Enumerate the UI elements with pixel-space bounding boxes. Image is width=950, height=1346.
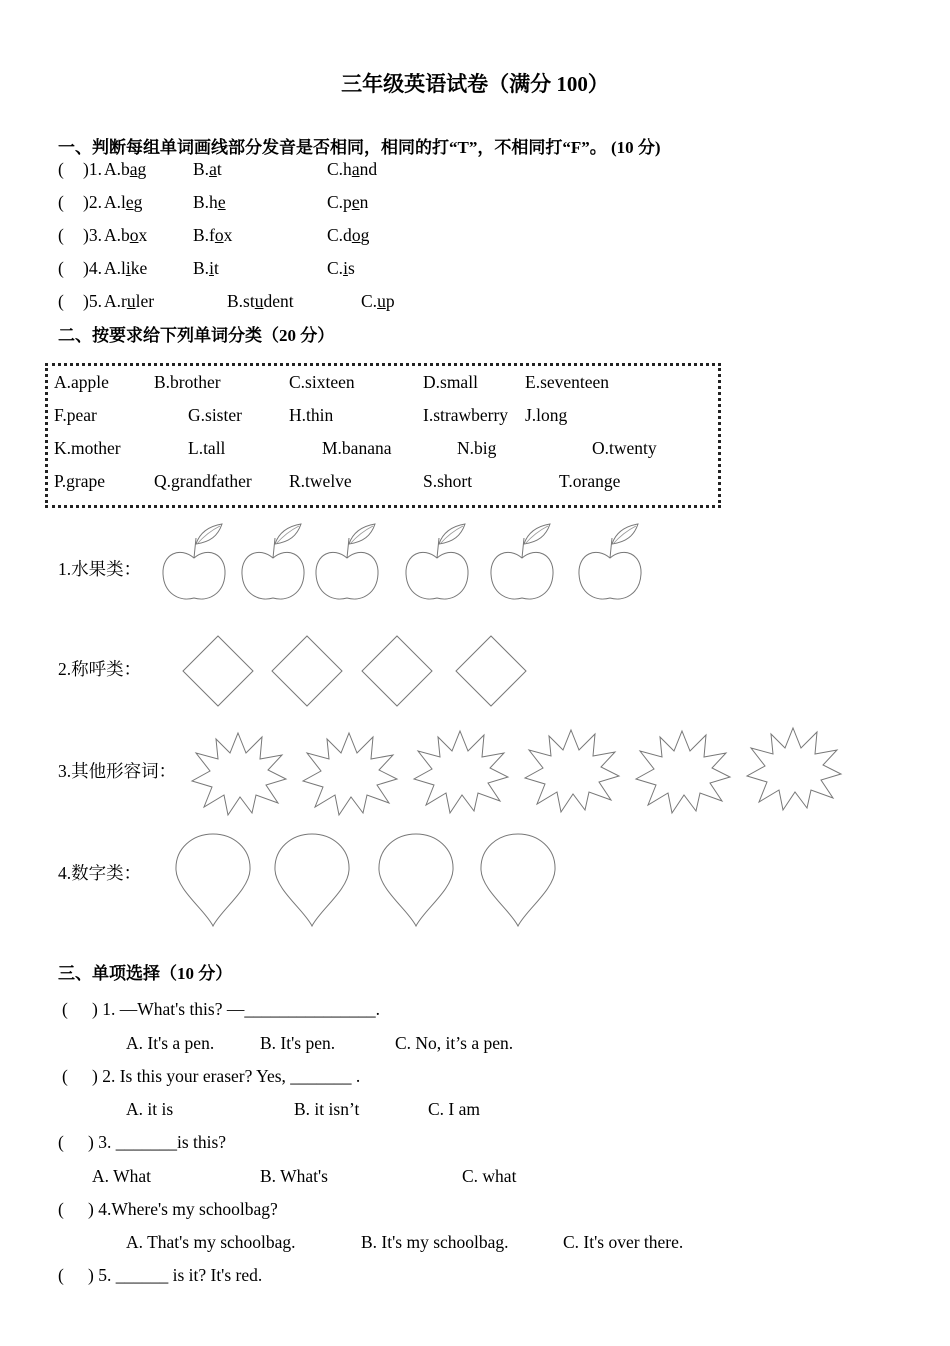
answer-paren[interactable]: ( <box>58 159 64 179</box>
word-part: A.l <box>104 192 126 212</box>
word-part: nd <box>359 159 378 179</box>
word-part: C.p <box>327 192 352 212</box>
word-part: A.l <box>104 258 126 278</box>
apple-shape <box>491 524 553 599</box>
fruit-apples <box>163 524 641 599</box>
word-part: B.st <box>227 291 255 311</box>
word-option: L.tall <box>188 438 226 458</box>
word-option: B.brother <box>154 372 221 392</box>
category-fruit-label: 1.水果类： <box>58 559 142 579</box>
q1-paren[interactable]: ( <box>62 999 68 1019</box>
q2-option-a: A. it is <box>126 1099 174 1119</box>
burst-shape <box>414 731 508 813</box>
burst-shape <box>525 730 619 812</box>
drop-shape <box>176 834 250 926</box>
word-part: C. <box>327 258 344 278</box>
word-option: I.strawberry <box>423 405 509 425</box>
q2-option-b: B. it isn’t <box>294 1099 360 1119</box>
burst-shape <box>636 731 730 813</box>
word-part: g <box>360 225 370 245</box>
underlined-letters: a <box>351 159 360 179</box>
category-family-label: 2.称呼类： <box>58 659 142 679</box>
burst-shape <box>747 728 841 810</box>
burst-shape <box>192 733 286 815</box>
word-part: C. <box>361 291 378 311</box>
underlined-letters: u <box>377 291 386 311</box>
q3-option-b: B. What's <box>260 1166 328 1186</box>
word-part: p <box>385 291 395 311</box>
drop-shape <box>481 834 555 926</box>
q4-paren[interactable]: ( <box>58 1199 64 1219</box>
underlined-letters: i <box>209 258 214 278</box>
burst-shape <box>303 733 397 815</box>
word-part: ke <box>130 258 148 278</box>
item-number: )1. <box>83 159 102 179</box>
word-option: G.sister <box>188 405 242 425</box>
q3-option-c: C. what <box>462 1166 517 1186</box>
category-adjective-label: 3.其他形容词： <box>58 761 177 781</box>
word-option: M.banana <box>322 438 392 458</box>
family-diamonds <box>183 636 526 706</box>
word-part: B.f <box>193 225 215 245</box>
item-number: )3. <box>83 225 102 245</box>
section2-heading: 二、按要求给下列单词分类（20 分） <box>58 326 335 345</box>
section1-heading: 一、判断每组单词画线部分发音是否相同，相同的打“T”，不相同打“F”。 (10 分) <box>58 138 661 157</box>
underlined-letters: u <box>254 291 264 311</box>
word-part: B.h <box>193 192 218 212</box>
word-option: H.thin <box>289 405 334 425</box>
apple-shape <box>316 524 378 599</box>
word-option: A.apple <box>54 372 109 392</box>
page-title: 三年级英语试卷（满分 100） <box>341 72 609 96</box>
word-part: C.d <box>327 225 352 245</box>
item-number: )5. <box>83 291 102 311</box>
word-option: J.long <box>525 405 568 425</box>
apple-shape <box>242 524 304 599</box>
q4-option-a: A. That's my schoolbag. <box>126 1232 296 1252</box>
word-option: R.twelve <box>289 471 352 491</box>
number-drops <box>176 834 555 926</box>
underlined-letters: a <box>209 159 217 179</box>
q4-option-b: B. It's my schoolbag. <box>361 1232 509 1252</box>
underlined-letters: o <box>129 225 139 245</box>
category-number-label: 4.数字类： <box>58 863 142 883</box>
answer-paren[interactable]: ( <box>58 192 64 212</box>
word-option: F.pear <box>54 405 97 425</box>
word-part: x <box>138 225 148 245</box>
word-option: K.mother <box>54 438 121 458</box>
underlined-letters: e <box>351 192 360 212</box>
word-part: ler <box>135 291 155 311</box>
apple-shape <box>406 524 468 599</box>
q3-option-a: A. What <box>92 1166 151 1186</box>
answer-paren[interactable]: ( <box>58 225 64 245</box>
underlined-letters: e <box>217 192 226 212</box>
q5-stem: ) 5. ______ is it? It's red. <box>88 1265 263 1285</box>
answer-paren[interactable]: ( <box>58 258 64 278</box>
word-option: D.small <box>423 372 478 392</box>
diamond-shape <box>362 636 432 706</box>
apple-shape <box>579 524 641 599</box>
item-number: )2. <box>83 192 102 212</box>
word-part: dent <box>263 291 294 311</box>
item-number: )4. <box>83 258 102 278</box>
q2-paren[interactable]: ( <box>62 1066 68 1086</box>
underlined-letters: a <box>129 159 138 179</box>
q1-option-c: C. No, it’s a pen. <box>395 1033 514 1053</box>
word-option: P.grape <box>54 471 106 491</box>
drop-shape <box>379 834 453 926</box>
q3-paren[interactable]: ( <box>58 1132 64 1152</box>
underlined-letters: o <box>351 225 361 245</box>
apple-shape <box>163 524 225 599</box>
word-part: C.h <box>327 159 352 179</box>
q1-stem: ) 1. —What's this? —_______________. <box>92 999 380 1019</box>
diamond-shape <box>272 636 342 706</box>
word-part: s <box>347 258 355 278</box>
word-part: n <box>359 192 369 212</box>
word-part: g <box>137 159 147 179</box>
q2-stem: ) 2. Is this your eraser? Yes, _______ . <box>92 1066 361 1086</box>
word-part: B. <box>193 258 210 278</box>
underlined-letters: u <box>126 291 136 311</box>
q4-stem: ) 4.Where's my schoolbag? <box>88 1199 278 1219</box>
word-option: C.sixteen <box>289 372 355 392</box>
drop-shape <box>275 834 349 926</box>
answer-paren[interactable]: ( <box>58 291 64 311</box>
underlined-letters: e <box>125 192 134 212</box>
word-part: g <box>133 192 143 212</box>
word-option: S.short <box>423 471 473 491</box>
word-option: N.big <box>457 438 497 458</box>
word-part: t <box>213 258 219 278</box>
word-part: B. <box>193 159 210 179</box>
adjective-bursts <box>192 728 841 815</box>
word-option: T.orange <box>559 471 621 491</box>
word-option: Q.grandfather <box>154 471 252 491</box>
q1-option-b: B. It's pen. <box>260 1033 336 1053</box>
underlined-letters: i <box>343 258 348 278</box>
q2-option-c: C. I am <box>428 1099 481 1119</box>
word-part: A.b <box>104 159 130 179</box>
word-part: A.r <box>104 291 127 311</box>
word-part: t <box>216 159 222 179</box>
word-part: x <box>223 225 233 245</box>
word-option: O.twenty <box>592 438 657 458</box>
underlined-letters: o <box>214 225 224 245</box>
diamond-shape <box>183 636 253 706</box>
q1-option-a: A. It's a pen. <box>126 1033 215 1053</box>
q4-option-c: C. It's over there. <box>563 1232 684 1252</box>
word-option: E.seventeen <box>525 372 610 392</box>
q5-paren[interactable]: ( <box>58 1265 64 1285</box>
underlined-letters: i <box>125 258 131 278</box>
diamond-shape <box>456 636 526 706</box>
q3-stem: ) 3. _______is this? <box>88 1132 227 1152</box>
word-part: A.b <box>104 225 130 245</box>
section3-heading: 三、单项选择（10 分） <box>58 964 233 983</box>
